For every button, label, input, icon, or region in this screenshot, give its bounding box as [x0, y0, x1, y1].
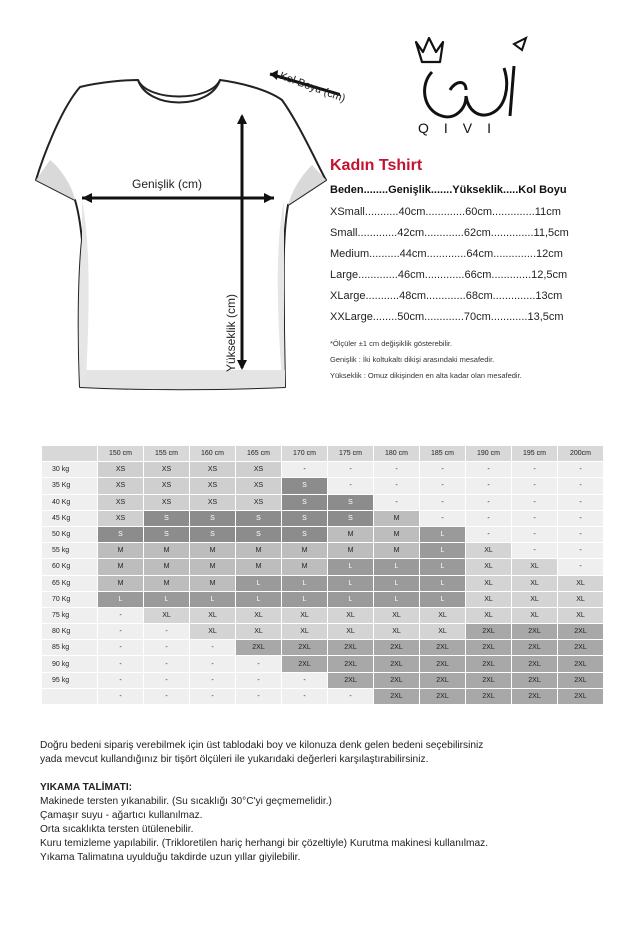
size-cell: 2XL [420, 688, 466, 704]
size-cell: - [420, 478, 466, 494]
size-cell: - [98, 607, 144, 623]
size-cell: 2XL [374, 640, 420, 656]
size-cell: - [98, 688, 144, 704]
size-cell: S [144, 510, 190, 526]
height-header-cell: 165 cm [236, 446, 282, 462]
height-header-cell: 190 cm [466, 446, 512, 462]
size-chart-row [42, 624, 604, 640]
size-cell: - [144, 672, 190, 688]
weight-cell: 40 Kg [42, 494, 98, 510]
size-cell: XL [466, 591, 512, 607]
size-cell: - [374, 462, 420, 478]
size-cell: - [144, 688, 190, 704]
care-line-5: Yıkama Talimatına uyulduğu takdirde uzun yıllar giyilebilir. [40, 852, 301, 863]
size-cell: - [236, 672, 282, 688]
height-header-cell: 180 cm [374, 446, 420, 462]
size-cell: S [282, 494, 328, 510]
size-cell: 2XL [328, 672, 374, 688]
size-cell: L [420, 559, 466, 575]
size-row-xsmall: XSmall...........40cm.............60cm..............11cm [330, 206, 561, 218]
size-cell: XS [98, 478, 144, 494]
height-header-cell: 175 cm [328, 446, 374, 462]
size-cell: XL [236, 624, 282, 640]
size-cell: M [190, 543, 236, 559]
size-chart-row [42, 526, 604, 542]
product-title: Kadın Tshirt [330, 157, 423, 174]
size-cell: M [144, 543, 190, 559]
info-line-2: yada mevcut kullandığınız bir tişört ölçüleri ile yukarıdaki değerleri karşılaştırabilirsiniz. [40, 754, 429, 765]
corner-cell [42, 446, 98, 462]
weight-cell: 55 kg [42, 543, 98, 559]
size-cell: S [282, 526, 328, 542]
size-cell: 2XL [558, 688, 604, 704]
width-label: Genişlik (cm) [132, 177, 203, 191]
size-cell: XL [558, 575, 604, 591]
size-cell: - [282, 688, 328, 704]
size-cell: - [282, 672, 328, 688]
size-chart-row [42, 575, 604, 591]
size-list-header: Beden........Genişlik.......Yükseklik.....Kol Boyu [330, 184, 567, 196]
size-cell: - [558, 543, 604, 559]
size-cell: - [98, 624, 144, 640]
size-cell: 2XL [374, 656, 420, 672]
size-cell: - [512, 510, 558, 526]
size-cell: L [236, 575, 282, 591]
size-cell: L [328, 575, 374, 591]
weight-cell: 85 kg [42, 640, 98, 656]
size-cell: 2XL [558, 656, 604, 672]
weight-cell: 50 Kg [42, 526, 98, 542]
size-cell: S [144, 526, 190, 542]
size-cell: - [512, 543, 558, 559]
size-cell: 2XL [512, 688, 558, 704]
care-line-2: Çamaşır suyu - ağartıcı kullanılmaz. [40, 810, 203, 821]
size-cell: - [144, 656, 190, 672]
size-cell: XL [466, 607, 512, 623]
size-chart-table [41, 445, 604, 705]
size-cell: 2XL [374, 688, 420, 704]
size-cell: XL [282, 624, 328, 640]
height-label: Yükseklik (cm) [224, 293, 238, 372]
size-cell: - [420, 510, 466, 526]
size-cell: - [190, 640, 236, 656]
size-cell: L [328, 591, 374, 607]
size-chart-row [42, 478, 604, 494]
size-cell: S [282, 478, 328, 494]
size-cell: - [512, 478, 558, 494]
size-cell: L [236, 591, 282, 607]
size-chart-row [42, 640, 604, 656]
care-line-1: Makinede tersten yıkanabilir. (Su sıcaklığı 30°C'yi geçmemelidir.) [40, 796, 332, 807]
size-chart-row [42, 688, 604, 704]
size-cell: XS [144, 462, 190, 478]
size-cell: M [98, 543, 144, 559]
size-cell: XS [236, 494, 282, 510]
size-cell: - [558, 526, 604, 542]
weight-cell: 60 Kg [42, 559, 98, 575]
size-cell: 2XL [512, 672, 558, 688]
size-cell: XS [98, 510, 144, 526]
size-cell: - [466, 478, 512, 494]
size-cell: XL [282, 607, 328, 623]
size-cell: - [420, 462, 466, 478]
size-cell: XL [420, 607, 466, 623]
size-chart-header-row [42, 446, 604, 462]
weight-cell: 95 kg [42, 672, 98, 688]
size-cell: XS [190, 494, 236, 510]
size-row-xxlarge: XXLarge........50cm.............70cm............13,5cm [330, 311, 564, 323]
weight-cell: 80 Kg [42, 624, 98, 640]
tshirt-diagram [20, 40, 340, 400]
size-cell: M [374, 543, 420, 559]
size-cell: - [190, 672, 236, 688]
weight-cell: 70 Kg [42, 591, 98, 607]
size-cell: - [466, 462, 512, 478]
size-cell: - [282, 462, 328, 478]
size-cell: - [98, 672, 144, 688]
size-chart-row [42, 494, 604, 510]
size-cell: 2XL [420, 656, 466, 672]
size-cell: - [466, 510, 512, 526]
size-chart-row [42, 656, 604, 672]
weight-cell [42, 688, 98, 704]
weight-cell: 65 Kg [42, 575, 98, 591]
size-cell: - [466, 494, 512, 510]
size-cell: - [374, 478, 420, 494]
size-cell: XS [144, 478, 190, 494]
size-cell: - [466, 526, 512, 542]
size-cell: S [190, 526, 236, 542]
size-cell: XL [558, 591, 604, 607]
size-cell: 2XL [466, 656, 512, 672]
size-cell: L [374, 559, 420, 575]
width-note: Genişlik : İki koltukaltı dikişi arasındaki mesafedir. [330, 355, 495, 364]
size-cell: L [282, 591, 328, 607]
size-cell: - [236, 656, 282, 672]
size-row-medium: Medium..........44cm.............64cm..............12cm [330, 248, 563, 260]
size-cell: M [328, 543, 374, 559]
size-cell: L [282, 575, 328, 591]
size-cell: - [328, 462, 374, 478]
size-cell: - [190, 688, 236, 704]
size-cell: - [98, 656, 144, 672]
size-cell: - [558, 559, 604, 575]
size-cell: XL [512, 607, 558, 623]
size-cell: - [236, 688, 282, 704]
size-row-large: Large.............46cm.............66cm.............12,5cm [330, 269, 568, 281]
size-cell: 2XL [282, 656, 328, 672]
size-cell: 2XL [466, 624, 512, 640]
size-cell: 2XL [466, 688, 512, 704]
size-cell: M [374, 526, 420, 542]
size-cell: - [98, 640, 144, 656]
size-cell: XL [512, 575, 558, 591]
size-cell: L [190, 591, 236, 607]
size-cell: 2XL [466, 672, 512, 688]
size-cell: L [144, 591, 190, 607]
size-cell: XL [328, 607, 374, 623]
size-cell: XS [236, 478, 282, 494]
size-cell: - [328, 688, 374, 704]
size-cell: M [190, 575, 236, 591]
size-cell: - [374, 494, 420, 510]
size-cell: M [236, 543, 282, 559]
care-title: YIKAMA TALİMATI: [40, 782, 133, 793]
size-cell: M [144, 575, 190, 591]
size-cell: L [420, 575, 466, 591]
size-cell: - [558, 462, 604, 478]
size-chart-row [42, 591, 604, 607]
size-cell: XS [144, 494, 190, 510]
size-cell: - [144, 640, 190, 656]
size-cell: XS [190, 462, 236, 478]
size-cell: - [558, 478, 604, 494]
size-cell: L [420, 543, 466, 559]
size-cell: - [420, 494, 466, 510]
size-cell: 2XL [328, 656, 374, 672]
size-row-xlarge: XLarge...........48cm.............68cm..............13cm [330, 290, 563, 302]
size-cell: L [98, 591, 144, 607]
size-cell: L [374, 575, 420, 591]
size-cell: 2XL [374, 672, 420, 688]
size-cell: M [328, 526, 374, 542]
weight-cell: 30 kg [42, 462, 98, 478]
weight-cell: 45 Kg [42, 510, 98, 526]
size-cell: S [98, 526, 144, 542]
size-cell: - [190, 656, 236, 672]
size-cell: S [236, 526, 282, 542]
sleeve-label: Kol Boyu (cm) [277, 70, 347, 105]
size-cell: 2XL [236, 640, 282, 656]
size-cell: XL [466, 559, 512, 575]
size-cell: L [420, 526, 466, 542]
height-header-cell: 150 cm [98, 446, 144, 462]
tolerance-note: *Ölçüler ±1 cm değişiklik gösterebilir. [330, 339, 453, 348]
size-cell: M [374, 510, 420, 526]
height-header-cell: 185 cm [420, 446, 466, 462]
size-cell: 2XL [512, 656, 558, 672]
care-line-4: Kuru temizleme yapılabilir. (Trikloretilen hariç herhangi bir çözeltiyle) Kurutma makinesi kullanılmaz. [40, 838, 489, 849]
weight-cell: 35 Kg [42, 478, 98, 494]
size-cell: - [328, 478, 374, 494]
size-cell: 2XL [512, 624, 558, 640]
size-cell: 2XL [558, 624, 604, 640]
size-cell: M [282, 559, 328, 575]
size-chart-row [42, 510, 604, 526]
size-chart-row [42, 672, 604, 688]
size-cell: XL [512, 559, 558, 575]
height-header-cell: 155 cm [144, 446, 190, 462]
size-cell: 2XL [420, 672, 466, 688]
weight-cell: 75 kg [42, 607, 98, 623]
size-cell: M [236, 559, 282, 575]
size-cell: XL [512, 591, 558, 607]
size-cell: L [374, 591, 420, 607]
size-cell: XL [466, 575, 512, 591]
size-cell: - [512, 494, 558, 510]
size-cell: XL [236, 607, 282, 623]
size-cell: S [282, 510, 328, 526]
size-cell: M [98, 575, 144, 591]
size-cell: S [328, 494, 374, 510]
height-header-cell: 170 cm [282, 446, 328, 462]
size-chart-row [42, 559, 604, 575]
size-cell: M [98, 559, 144, 575]
size-row-small: Small.............42cm.............62cm..............11,5cm [330, 227, 569, 239]
size-cell: M [190, 559, 236, 575]
size-cell: XL [144, 607, 190, 623]
size-cell: 2XL [512, 640, 558, 656]
size-chart-row [42, 607, 604, 623]
height-header-cell: 160 cm [190, 446, 236, 462]
size-cell: XL [558, 607, 604, 623]
info-line-1: Doğru bedeni sipariş verebilmek için üst tablodaki boy ve kilonuza denk gelen bedeni seçebilirsiniz [40, 740, 484, 751]
size-cell: XS [190, 478, 236, 494]
size-cell: XL [190, 624, 236, 640]
size-chart-row [42, 462, 604, 478]
size-cell: 2XL [558, 672, 604, 688]
size-cell: - [512, 526, 558, 542]
size-cell: S [236, 510, 282, 526]
size-cell: - [144, 624, 190, 640]
size-cell: L [328, 559, 374, 575]
size-cell: M [282, 543, 328, 559]
size-cell: 2XL [328, 640, 374, 656]
brand-name: QIVI [418, 120, 507, 136]
size-cell: 2XL [558, 640, 604, 656]
size-cell: L [420, 591, 466, 607]
size-cell: 2XL [282, 640, 328, 656]
size-chart-row [42, 543, 604, 559]
size-cell: XL [190, 607, 236, 623]
size-cell: S [328, 510, 374, 526]
size-cell: XL [374, 607, 420, 623]
size-cell: - [558, 510, 604, 526]
size-cell: XL [328, 624, 374, 640]
brand-logo-icon [410, 28, 535, 123]
size-cell: 2XL [466, 640, 512, 656]
height-note: Yükseklik : Omuz dikişinden en alta kadar olan mesafedir. [330, 371, 522, 380]
size-cell: XS [236, 462, 282, 478]
size-cell: XL [420, 624, 466, 640]
care-line-3: Orta sıcaklıkta tersten ütülenebilir. [40, 824, 194, 835]
height-header-cell: 195 cm [512, 446, 558, 462]
size-cell: 2XL [420, 640, 466, 656]
size-cell: - [558, 494, 604, 510]
size-cell: XS [98, 494, 144, 510]
size-cell: XS [98, 462, 144, 478]
weight-cell: 90 kg [42, 656, 98, 672]
height-header-cell: 200cm [558, 446, 604, 462]
size-cell: S [190, 510, 236, 526]
size-cell: M [144, 559, 190, 575]
size-cell: - [512, 462, 558, 478]
size-cell: XL [374, 624, 420, 640]
size-cell: XL [466, 543, 512, 559]
